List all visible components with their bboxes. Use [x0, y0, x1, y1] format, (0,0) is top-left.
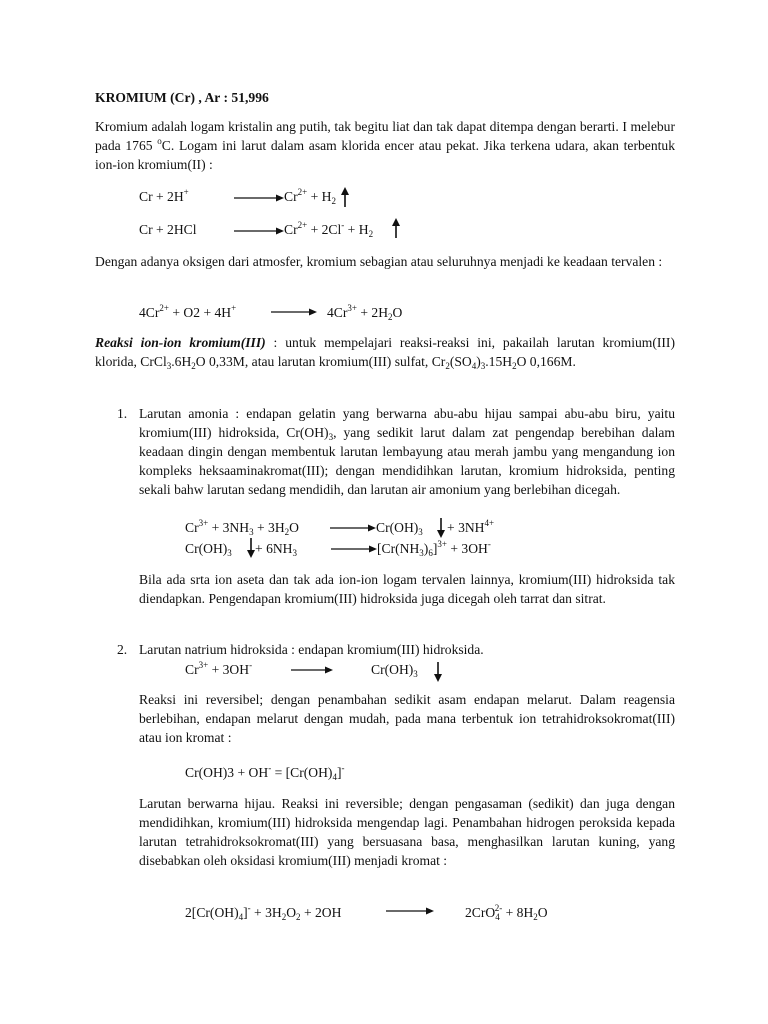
right-arrow-icon: [291, 665, 333, 675]
eq3-rhs-c: O: [392, 305, 403, 320]
eq-part: 2CrO: [465, 905, 496, 920]
eq-part: O: [289, 520, 299, 535]
equation-1-lhs: [139, 187, 189, 206]
eq-part: Cr(OH)3 + OH: [185, 765, 269, 780]
reaksi-text-b: .6H: [171, 354, 192, 369]
eq3-rhs-sub: 2: [388, 312, 393, 322]
intro-text-b: C. Logam ini larut dalam asam klorida encer atau pekat. Jika terkena udara, akan terbentuk ion-ion kromium(II) :: [95, 138, 675, 172]
eq-sup: 2-: [494, 903, 503, 913]
eq-sup: 3+: [198, 518, 209, 528]
eq-part: + 3OH: [208, 662, 250, 677]
eq-sub: 4: [238, 912, 244, 922]
eq-part: ]: [432, 541, 438, 556]
eq-sup: 3+: [198, 660, 209, 670]
eq1-rhs-sub: 2: [331, 196, 336, 206]
oxygen-paragraph: [95, 252, 675, 271]
reaksi-text-d: (SO: [449, 354, 472, 369]
eq-sup: -: [249, 660, 253, 670]
reaksi-text-f: .15H: [485, 354, 513, 369]
item2-text: Larutan natrium hidroksida : endapan kromium(III) hidroksida.: [139, 642, 484, 657]
item1-eq-b-lhs-1: [185, 539, 232, 558]
eq-part: Cr(OH): [185, 541, 228, 556]
equation-1-rhs: [284, 187, 336, 206]
item1-paragraph: [139, 404, 675, 499]
reaksi-sub: 2: [512, 361, 517, 371]
eq-part: 2[Cr(OH): [185, 905, 239, 920]
eq2-rhs-sub: 2: [368, 229, 374, 239]
eq1-lhs-text: Cr + 2H: [139, 189, 184, 204]
eq2-rhs-sup2: -: [341, 220, 345, 230]
item1-eq-a-rhs-2: [447, 518, 494, 537]
reaksi-paragraph: [95, 333, 675, 371]
item1-text-b: , yang sedikit larut dalam zat pengendap berebihan dalam keadaan dingin dengan membentuk larutan lembayung atau merah jambu yang mengandung ion kompleks heksaaminakromat(III); dengan mendidihkan larutan, kromium hidroksida, penting sekali bahw larutan sedang mendidih, dan larutan air amonium yang berlebihan dicegah.: [139, 425, 675, 497]
eq-part: O: [286, 905, 297, 920]
eq-part: + 3NH: [447, 520, 485, 535]
eq-part: + 3OH: [446, 541, 488, 556]
down-arrow-icon: [436, 518, 446, 538]
eq-sub: 2: [296, 912, 301, 922]
eq-part: + 3H: [253, 520, 285, 535]
eq1-rhs-sup: 2+: [297, 187, 308, 197]
eq-sub: 3: [249, 527, 254, 537]
eq-part: Cr: [185, 662, 199, 677]
item1-eq-b-rhs: [377, 539, 491, 558]
up-arrow-icon: [340, 187, 350, 207]
eq-sub: 3: [227, 548, 232, 558]
up-arrow-icon: [391, 218, 401, 238]
eq-part: + 2OH: [300, 905, 342, 920]
eq-part: Cr(OH): [376, 520, 419, 535]
eq-sub: 4: [495, 912, 500, 922]
right-arrow-icon: [234, 226, 284, 236]
reaksi-sub: 3: [166, 361, 172, 371]
list-item-number: 1.: [117, 406, 128, 421]
eq-sub: 2: [284, 527, 290, 537]
reaksi-sub: 2: [445, 361, 450, 371]
item2-p2-text: Larutan berwarna hijau. Reaksi ini reversible; dengan pengasaman (sedikit) dan juga dengan mendidihkan, kromium(III) hidroksida mengendap lagi. Penambahan hidrogen peroksida kepada larutan tetrahidroksokromat(III) yang bersuasana basa, menghasilkan larutan kuning, yang disebabkan oleh oksidasi kromium(III) menjadi kromat :: [139, 796, 675, 868]
eq-part: + 8H: [502, 905, 534, 920]
eq-part: + 6NH: [255, 541, 293, 556]
reaksi-text-g: O 0,166M.: [516, 354, 576, 369]
reaksi-text-a: : untuk mempelajari reaksi-reaksi ini, pakailah larutan kromium(III) klorida, CrCl: [95, 335, 675, 369]
eq-sub: 6: [428, 548, 433, 558]
eq-sup: -: [247, 903, 251, 913]
right-arrow-icon: [234, 193, 284, 203]
eq-sup: -: [341, 763, 345, 773]
eq1-lhs-sup: +: [183, 187, 189, 197]
eq3-rhs-a: 4Cr: [327, 305, 348, 320]
item2-eq-a-lhs: [185, 660, 252, 679]
eq2-rhs-c: + H: [344, 222, 369, 237]
item1-sub: 3: [328, 432, 334, 442]
item2-paragraph-1: [139, 690, 675, 747]
eq-sup: 4+: [484, 518, 495, 528]
eq3-rhs-b: + 2H: [356, 305, 389, 320]
eq3-rhs-sup: 3+: [347, 303, 357, 313]
right-arrow-icon: [330, 523, 376, 533]
reaksi-text-c: O 0,33M, atau larutan kromium(III) sulfat, Cr: [195, 354, 446, 369]
eq-part: O: [537, 905, 548, 920]
eq-part: = [Cr(OH): [271, 765, 333, 780]
eq-part: + 3H: [250, 905, 282, 920]
eq-part: ]: [243, 905, 248, 920]
item2-p1-text: Reaksi ini reversibel; dengan penambahan sedikit asam endapan melarut. Dalam reagensia berlebihan, endapan melarut dengan mudah, pada mana terbentuk ion tetrahidroksokromat(III) atau ion kromat :: [139, 692, 675, 745]
eq1-rhs-b: + H: [307, 189, 332, 204]
reaksi-text-e: ): [476, 354, 481, 369]
eq3-lhs-sup2: +: [231, 303, 237, 313]
right-arrow-icon: [331, 544, 377, 554]
eq-part: ): [423, 541, 429, 556]
equation-3-lhs: [139, 303, 236, 322]
item1-text-a: Larutan amonia : endapan gelatin yang berwarna abu-abu hijau sampai abu-abu biru, yaitu kromium(III) hidroksida, Cr(OH): [139, 406, 675, 440]
item2-eq-c-lhs: [185, 903, 341, 922]
oxygen-text: Dengan adanya oksigen dari atmosfer, kromium sebagian atau seluruhnya menjadi ke keadaan tervalen :: [95, 254, 663, 269]
item2-paragraph-2: [139, 794, 675, 870]
eq3-lhs-b: + O2 + 4H: [168, 305, 232, 320]
eq2-rhs-a: Cr: [284, 222, 298, 237]
eq-part: Cr(OH): [371, 662, 414, 677]
item1-eq-b-lhs-2: [255, 539, 297, 558]
item1-note: [139, 570, 675, 608]
eq-sup: -: [487, 539, 491, 549]
eq-sub: 3: [413, 669, 418, 679]
item2-eq-a-rhs: [371, 660, 418, 679]
eq2-rhs-b: + 2Cl: [307, 222, 342, 237]
page-title: KROMIUM (Cr) , Ar : 51,996: [95, 90, 269, 105]
eq-sub: 2: [533, 912, 538, 922]
reaksi-sub: 2: [191, 361, 196, 371]
degree-sup: o: [157, 136, 162, 146]
eq1-rhs-a: Cr: [284, 189, 298, 204]
item1-eq-a-lhs: [185, 518, 299, 537]
reaksi-sub: 3: [480, 361, 486, 371]
eq2-rhs-sup: 2+: [297, 220, 308, 230]
eq3-lhs-sup: 2+: [159, 303, 169, 313]
eq-sub: 3: [419, 548, 424, 558]
eq-sub: 3: [292, 548, 297, 558]
equation-2-rhs: [284, 220, 373, 239]
item2-eq-c-rhs: [465, 903, 548, 922]
eq-sub: 3: [418, 527, 423, 537]
eq-part: + 3NH: [208, 520, 250, 535]
eq-sup: -: [268, 763, 272, 773]
item1-eq-a-rhs-1: [376, 518, 423, 537]
eq-sub: 2: [281, 912, 287, 922]
down-arrow-icon: [433, 662, 443, 682]
equation-3-rhs: [327, 303, 402, 322]
item1-note-text: Bila ada srta ion aseta dan tak ada ion-ion logam tervalen lainnya, kromium(III) hidroksida tak diendapkan. Pengendapan kromium(III) hidroksida juga dicegah oleh tarrat dan sitrat.: [139, 572, 675, 606]
eq-part: Cr: [185, 520, 199, 535]
intro-text-a: Kromium adalah logam kristalin ang putih, tak begitu liat dan tak dapat ditempa dengan berarti. I melebur pada 1765: [95, 119, 675, 153]
eq-part: ]: [336, 765, 342, 780]
eq3-lhs-a: 4Cr: [139, 305, 160, 320]
eq-sup: 3+: [437, 539, 447, 549]
reaksi-heading: Reaksi ion-ion kromium(III): [95, 335, 266, 350]
list-item-number: 2.: [117, 642, 128, 657]
equation-2-lhs: Cr + 2HCl: [139, 222, 197, 237]
right-arrow-icon: [271, 307, 317, 317]
right-arrow-icon: [386, 906, 434, 916]
eq-part: [Cr(NH: [377, 541, 420, 556]
intro-paragraph: [95, 117, 675, 174]
reaksi-sub: 4: [471, 361, 477, 371]
eq-sub: 4: [332, 772, 337, 782]
item2-eq-b: [185, 763, 345, 782]
